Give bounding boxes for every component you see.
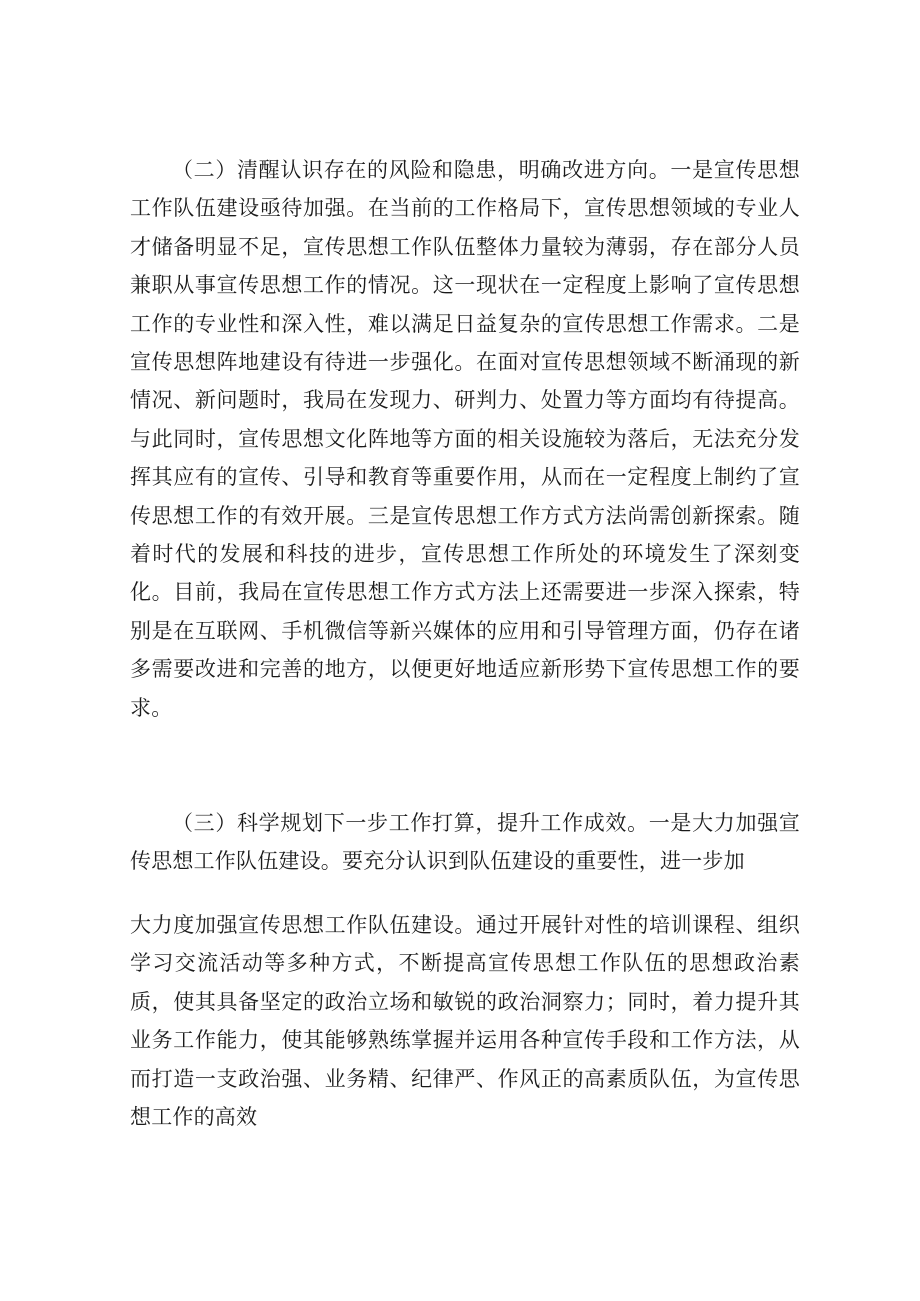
paragraph-work-plan-continued: 大力度加强宣传思想工作队伍建设。通过开展针对性的培训课程、组织学习交流活动等多种方式，不断提高宣传思想工作队伍的思想政治素质，使其具备坚定的政治立场和敏锐的政治洞察力；同时，着力提升其业务工作能力，使其能够熟练掌握并运用各种宣传手段和工作方法，从而打造一支政治强、业务精、纪律严、作风正的高素质队伍，为宣传思想工作的高效 [130, 913, 800, 1130]
paragraph-work-plan: （三）科学规划下一步工作打算，提升工作成效。一是大力加强宣传思想工作队伍建设。要充分认识到队伍建设的重要性，进一步加 [130, 811, 800, 874]
paragraph-risks-and-hazards: （二）清醒认识存在的风险和隐患，明确改进方向。一是宣传思想工作队伍建设亟待加强。在当前的工作格局下，宣传思想领域的专业人才储备明显不足，宣传思想工作队伍整体力量较为薄弱，存在部分人员兼职从事宣传思想工作的情况。这一现状在一定程度上影响了宣传思想工作的专业性和深入性，难以满足日益复杂的宣传思想工作需求。二是宣传思想阵地建设有待进一步强化。在面对宣传思想领域不断涌现的新情况、新问题时，我局在发现力、研判力、处置力等方面均有待提高。与此同时，宣传思想文化阵地等方面的相关设施较为落后，无法充分发挥其应有的宣传、引导和教育等重要作用，从而在一定程度上制约了宣传思想工作的有效开展。三是宣传思想工作方式方法尚需创新探索。随着时代的发展和科技的进步，宣传思想工作所处的环境发生了深刻变化。目前，我局在宣传思想工作方式方法上还需要进一步深入探索，特别是在互联网、手机微信等新兴媒体的应用和引导管理方面，仍存在诸多需要改进和完善的地方，以便更好地适应新形势下宣传思想工作的要求。 [130, 158, 800, 720]
